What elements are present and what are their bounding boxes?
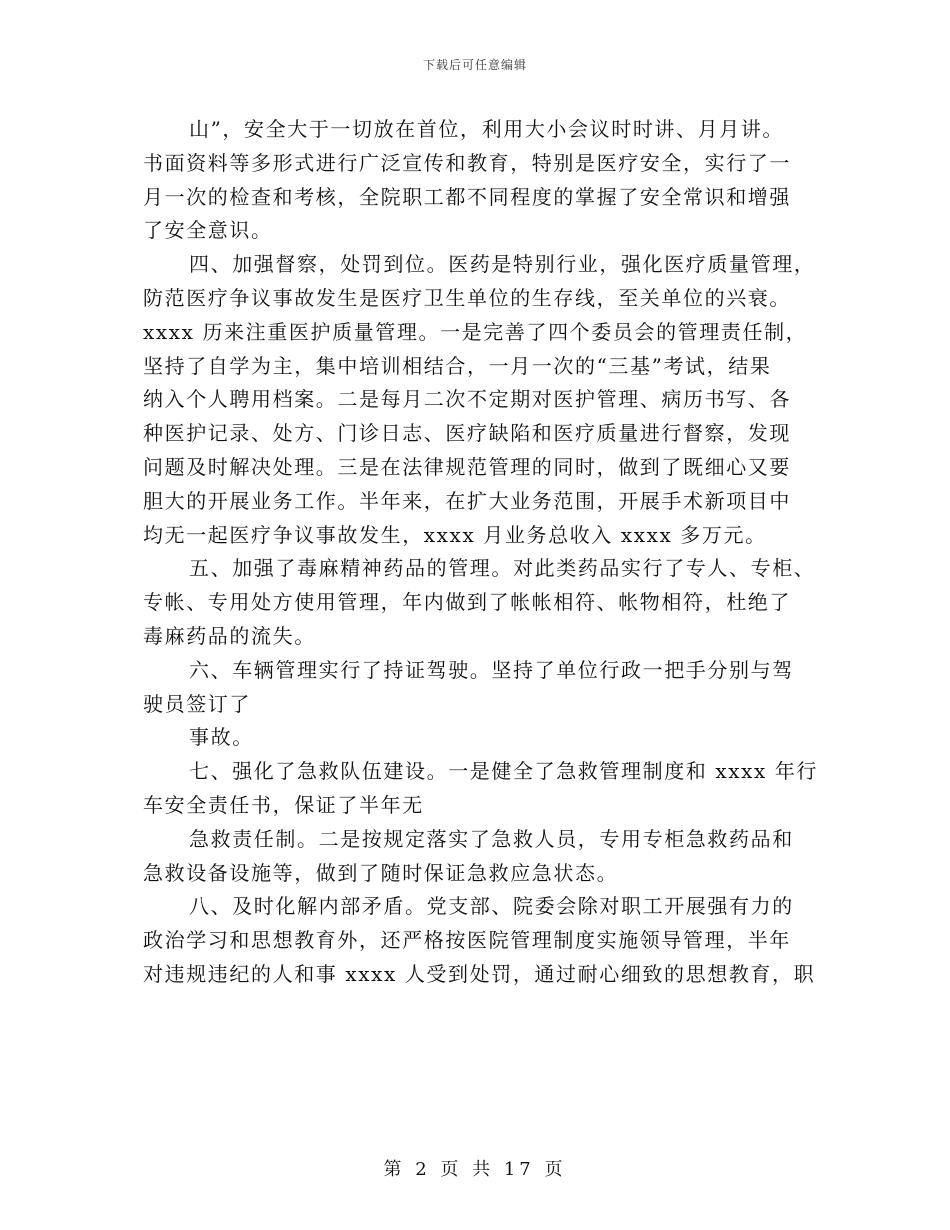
text-line: 专帐、专用处方使用管理，年内做到了帐帐相符、帐物相符，杜绝了 bbox=[143, 590, 791, 615]
text-line: 问题及时解决处理。三是在法律规范管理的同时，做到了既细心又要 bbox=[143, 454, 791, 479]
text-line: 事故。 bbox=[189, 725, 254, 750]
text-line: 驶员签订了 bbox=[143, 691, 251, 716]
text-line: 坚持了自学为主，集中培训相结合，一月一次的“三基”考试，结果 bbox=[143, 353, 772, 378]
text-line: 五、加强了毒麻精神药品的管理。对此类药品实行了专人、专柜、 bbox=[189, 556, 816, 581]
text-line: 车安全责任书，保证了半年无 bbox=[143, 792, 424, 817]
text-line: 六、车辆管理实行了持证驾驶。坚持了单位行政一把手分别与驾 bbox=[189, 657, 794, 682]
page-header: 下载后可任意编辑 bbox=[422, 58, 527, 72]
text-line: 毒麻药品的流失。 bbox=[143, 623, 316, 648]
text-line: 政治学习和思想教育外，还严格按医院管理制度实施领导管理，半年 bbox=[143, 928, 791, 953]
text-line: 急救责任制。二是按规定落实了急救人员，专用专柜急救药品和 bbox=[189, 826, 794, 851]
page-footer-page-number: 第 2 页 共 17 页 bbox=[383, 1159, 567, 1180]
text-line: 山”，安全大于一切放在首位，利用大小会议时时讲、月月讲。 bbox=[189, 117, 785, 141]
text-line: 防范医疗争议事故发生是医疗卫生单位的生存线，至关单位的兴衰。 bbox=[143, 285, 791, 310]
text-line: 七、强化了急救队伍建设。一是健全了急救管理制度和 xxxx 年行 bbox=[189, 759, 819, 784]
text-line: 书面资料等多形式进行广泛宣传和教育，特别是医疗安全，实行了一 bbox=[143, 150, 791, 175]
text-line: 胆大的开展业务工作。半年来，在扩大业务范围，开展手术新项目中 bbox=[143, 488, 791, 513]
text-line: 了安全意识。 bbox=[143, 218, 273, 243]
text-line: 月一次的检查和考核，全院职工都不同程度的掌握了安全常识和增强 bbox=[143, 184, 791, 209]
text-line: xxxx 历来注重医护质量管理。一是完善了四个委员会的管理责任制， bbox=[143, 319, 808, 344]
text-line: 急救设备设施等，做到了随时保证急救应急状态。 bbox=[143, 860, 619, 885]
document-body bbox=[143, 113, 833, 992]
text-line: 纳入个人聘用档案。二是每月二次不定期对医护管理、病历书写、各 bbox=[143, 387, 791, 412]
text-line: 八、及时化解内部矛盾。党支部、院委会除对职工开展强有力的 bbox=[189, 894, 794, 919]
text-line: 均无一起医疗争议事故发生，xxxx 月业务总收入 xxxx 多万元。 bbox=[143, 522, 767, 547]
text-line: 对违规违纪的人和事 xxxx 人受到处罚，通过耐心细致的思想教育，职 bbox=[143, 961, 816, 986]
text-line: 种医护记录、处方、门诊日志、医疗缺陷和医疗质量进行督察，发现 bbox=[143, 421, 791, 446]
text-line: 四、加强督察，处罚到位。医药是特别行业，强化医疗质量管理， bbox=[189, 252, 816, 277]
